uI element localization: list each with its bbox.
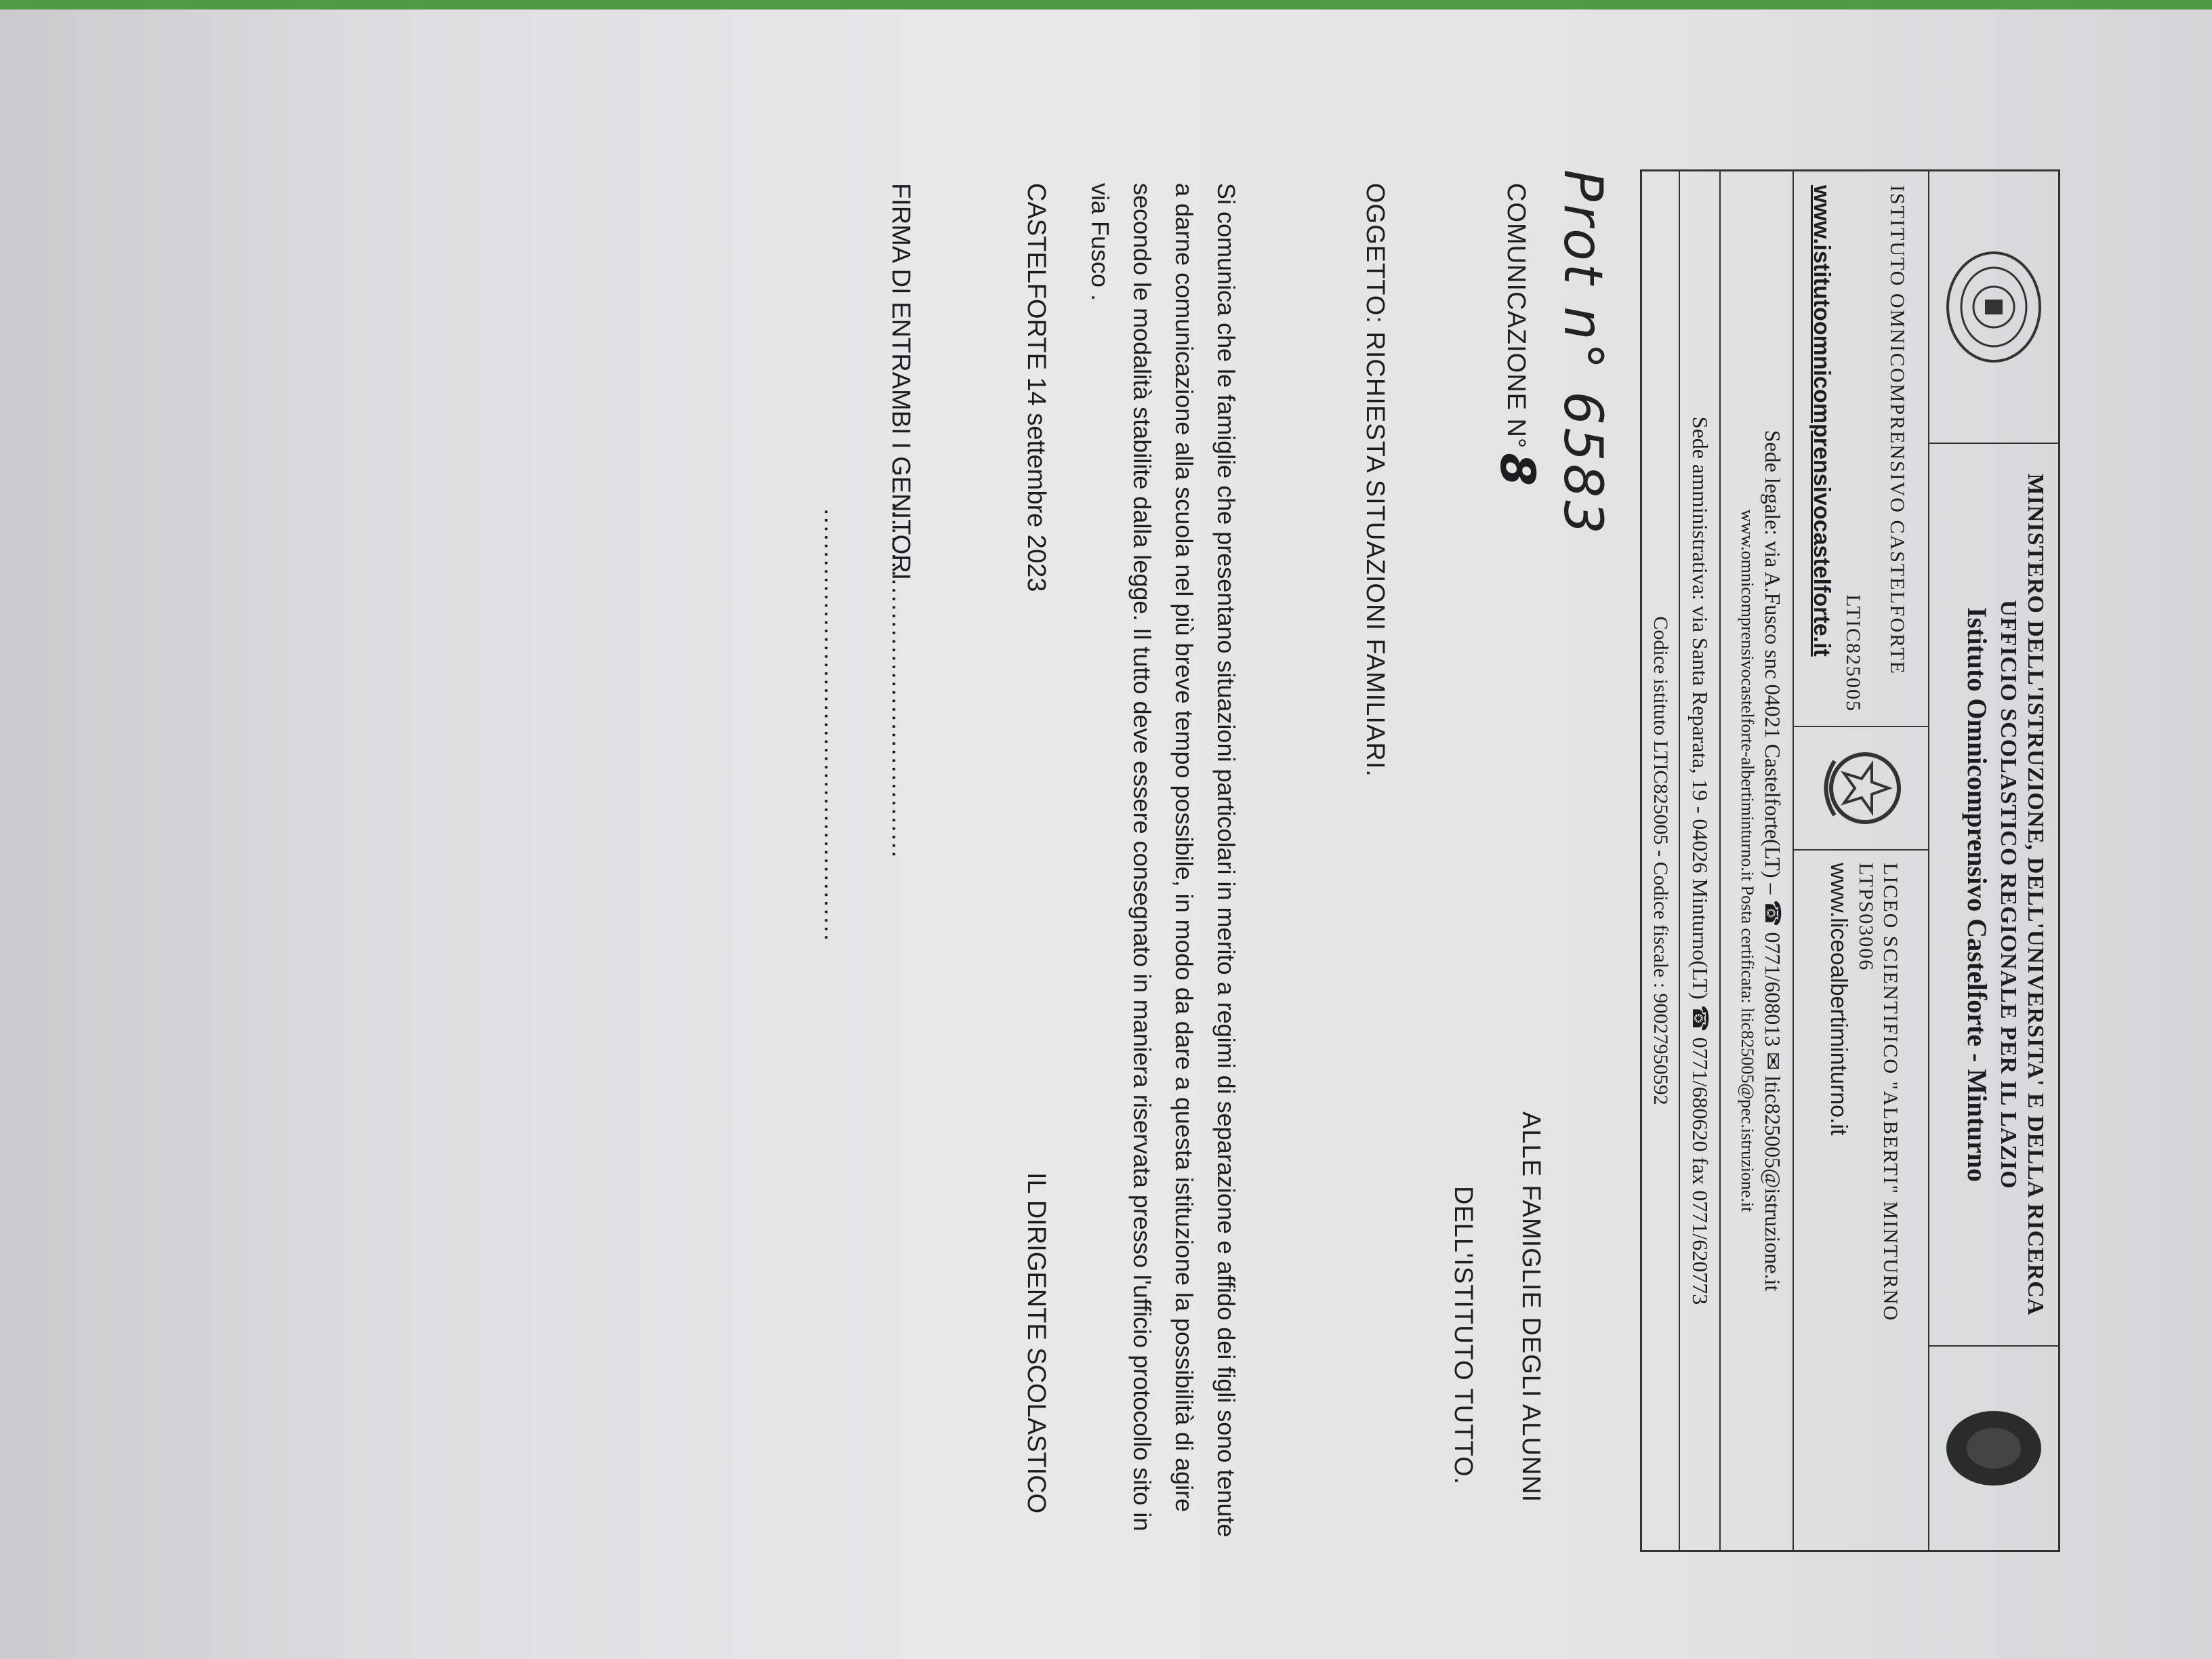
liceo-seal-icon [1929,1345,2058,1550]
letterhead-schools-row [1793,171,1929,1550]
liceo-name: LICEO SCIENTIFICO "ALBERTI" MINTURNO [1879,863,1902,1322]
liceo-code: LTPS03006 [1855,863,1877,972]
document-page [95,129,2060,1552]
codice-istituto-fiscale: Codice istituto LTIC825005 - Codice fiscale : 90027950592 [1650,616,1672,1105]
sede-amministrativa: Sede amministrativa: via Santa Reparata, 19 - 04026 Minturno(LT) ☎ 0771/680620 fax 0771/620773 [1679,171,1719,1550]
letterhead [1640,169,2060,1552]
signatory-title: IL DIRIGENTE SCOLASTICO [1022,1172,1050,1514]
school-website-link[interactable]: www.istitutoomnicomprensivocastelforte.it [1809,185,1835,657]
school-code: LTIC825005 [1842,594,1864,712]
communication-label: COMUNICAZIONE N° [1502,183,1530,449]
sede-legale: Sede legale: via A.Fusco snc 04021 Castelforte(LT) – ☎ 0771/608013 ✉ ltic825005@istruzione.it [1761,430,1785,1292]
place-date: CASTELFORTE 14 settembre 2023 [1022,183,1050,592]
regional-office: UFFICIO SCOLASTICO REGIONALE PER IL LAZIO [1996,600,2021,1189]
italian-republic-emblem-icon [1794,727,1929,851]
ministry-name: MINISTERO DELL'ISTRUZIONE, DELL'UNIVERSITA' E DELLA RICERCA [2023,473,2048,1316]
school-info [1794,171,1929,727]
letterhead-header-row [1928,171,2058,1550]
communication-number [1490,183,1545,487]
communication-number-handwritten: 8 [1490,453,1545,487]
signature-line-2: ................................................... [819,508,847,943]
letterhead-title [1929,443,2058,1347]
sede-legale-web-pec: www.omnicomprensivocastelforte-albertiminturno.it Posta certificata: ltic825005@pec.istruzione.it [1738,509,1757,1212]
recipient-line-1: ALLE FAMIGLIE DEGLI ALUNNI [1517,1111,1545,1503]
school-seal-icon [1929,171,2058,444]
body-paragraph: Si comunica che le famiglie che presentano situazioni particolari in merito a regimi di separazione e affido dei figli sono tenute a darne comunicazione alla scuola nel più breve tempo possibile, in modo da dare a questa istituzione la possibilità di agire secondo le modalità stabilite dalla legge. Il tutto deve essere consegnato in maniera riservata presso l'ufficio protocollo sito in via Fusco . [1086,183,1240,1538]
recipient-line-2: DELL'ISTITUTO TUTTO. [1449,1186,1477,1486]
liceo-website-link[interactable]: www.liceoalbertiminturno.it [1826,863,1851,1136]
table-edge [0,0,2212,9]
school-name: ISTITUTO OMNICOMPRENSIVO CASTELFORTE [1886,185,1908,676]
liceo-info [1794,849,1929,1550]
sede-legale-row [1719,171,1794,1550]
parents-signature-label: FIRMA DI ENTRAMBI I GENITORI [886,183,915,581]
institute-name: Istituto Omnicomprensivo Castelforte - Minturno [1962,607,1992,1183]
subject-line: OGGETTO: RICHIESTA SITUAZIONI FAMILIARI. [1361,183,1389,777]
handwritten-protocol-number: Prot n° 6583 [1552,169,1613,537]
signature-line-1: .............................................. [886,468,915,859]
